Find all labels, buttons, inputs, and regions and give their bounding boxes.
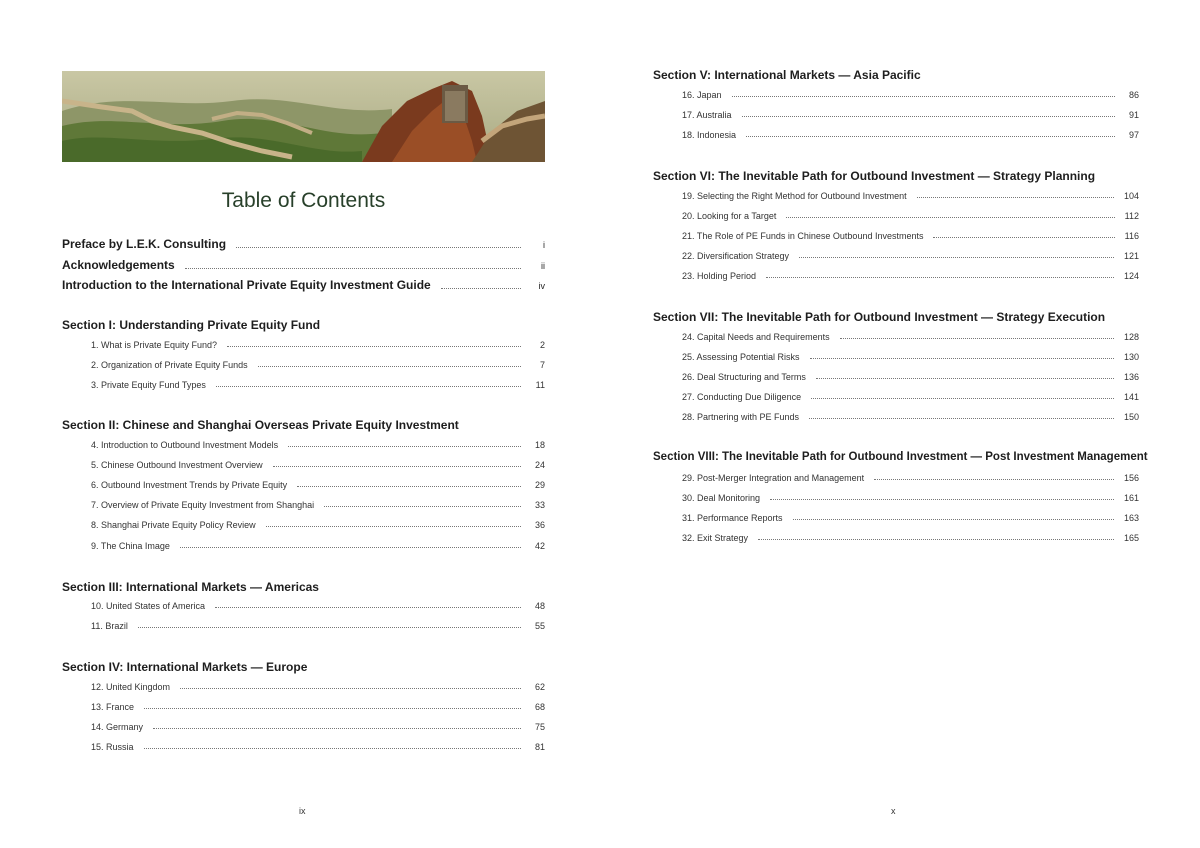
entry-label: 4. Introduction to Outbound Investment Models [91,440,279,450]
dot-leader [770,498,1114,500]
page-number: 128 [1123,332,1139,342]
dot-leader [144,747,521,749]
toc-chapter-entry[interactable] [682,231,1139,241]
dot-leader [216,385,521,387]
entry-label: 28. Partnering with PE Funds [682,412,800,422]
page-number: 18 [534,440,545,450]
toc-chapter-entry[interactable] [91,460,545,470]
toc-chapter-entry[interactable] [91,742,545,752]
page-number: 124 [1123,271,1139,281]
toc-chapter-entry[interactable] [682,513,1139,523]
dot-leader [766,276,1114,278]
dot-leader [185,267,521,269]
dot-leader [266,525,521,527]
toc-chapter-entry[interactable] [91,380,545,390]
entry-label: Preface by L.E.K. Consulting [62,237,227,251]
toc-chapter-entry[interactable] [682,191,1139,201]
section-heading[interactable]: Section I: Understanding Private Equity Fund [62,318,321,332]
page-number: 130 [1123,352,1139,362]
page-number: 163 [1123,513,1139,523]
entry-label: 20. Looking for a Target [682,211,777,221]
entry-label: 22. Diversification Strategy [682,251,790,261]
page-number: 55 [534,621,545,631]
page-number: 2 [539,340,545,350]
toc-chapter-entry[interactable] [91,440,545,450]
toc-chapter-entry[interactable] [91,360,545,370]
page-number: iv [538,281,545,291]
dot-leader [809,417,1114,419]
toc-chapter-entry[interactable] [91,722,545,732]
page-number: 116 [1124,231,1139,241]
dot-leader [215,606,521,608]
section-heading[interactable]: Section VII: The Inevitable Path for Outbound Investment — Strategy Execution [653,310,1106,324]
entry-label: 18. Indonesia [682,130,737,140]
entry-label: 29. Post-Merger Integration and Management [682,473,865,483]
toc-chapter-entry[interactable] [682,130,1139,140]
page-number: 68 [534,702,545,712]
page-number: 91 [1128,110,1139,120]
dot-leader [144,707,521,709]
entry-label: 5. Chinese Outbound Investment Overview [91,460,263,470]
right-page [600,0,1200,848]
toc-chapter-entry[interactable] [91,702,545,712]
dot-leader [236,246,521,248]
toc-chapter-entry[interactable] [682,271,1139,281]
dot-leader [138,626,521,628]
page-number: 112 [1124,211,1139,221]
entry-label: 23. Holding Period [682,271,757,281]
page-number: 81 [534,742,545,752]
page-number: 150 [1123,412,1139,422]
page-number: 48 [534,601,545,611]
page-number: 141 [1123,392,1139,402]
dot-leader [742,115,1115,117]
dot-leader [732,95,1115,97]
toc-chapter-entry[interactable] [682,372,1139,382]
dot-leader [288,445,521,447]
entry-label: 12. United Kingdom [91,682,171,692]
entry-label: Introduction to the International Private Equity Investment Guide [62,278,431,292]
entry-label: 32. Exit Strategy [682,533,749,543]
entry-label: 9. The China Image [91,541,170,551]
dot-leader [933,236,1114,238]
dot-leader [816,377,1114,379]
page-number: 36 [534,520,545,530]
toc-title: Table of Contents [221,189,386,212]
dot-leader [917,196,1114,198]
entry-label: Acknowledgements [62,258,175,272]
entry-label: 30. Deal Monitoring [682,493,761,503]
great-wall-banner-image [62,71,545,162]
page-number: 11 [535,380,545,390]
dot-leader [227,345,521,347]
page-number: 97 [1128,130,1139,140]
entry-label: 19. Selecting the Right Method for Outbound Investment [682,191,907,201]
entry-label: 27. Conducting Due Diligence [682,392,802,402]
dot-leader [324,505,521,507]
dot-leader [840,337,1114,339]
toc-chapter-entry[interactable] [91,621,545,631]
page-folio: x [891,806,896,816]
page-number: 165 [1123,533,1139,543]
toc-entry-acknowledgements[interactable] [62,258,545,272]
page-number: 104 [1123,191,1139,201]
entry-label: 21. The Role of PE Funds in Chinese Outbound Investments [682,231,924,241]
entry-label: 6. Outbound Investment Trends by Private Equity [91,480,288,490]
toc-chapter-entry[interactable] [91,601,545,611]
dot-leader [786,216,1114,218]
page-number: 75 [534,722,545,732]
toc-chapter-entry[interactable] [91,541,545,551]
toc-entry-introduction[interactable] [62,278,545,292]
entry-label: 15. Russia [91,742,134,752]
page-number: 7 [539,360,545,370]
entry-label: 13. France [91,702,135,712]
toc-chapter-entry[interactable] [91,682,545,692]
entry-label: 7. Overview of Private Equity Investment from Shanghai [91,500,315,510]
dot-leader [258,365,521,367]
dot-leader [746,135,1115,137]
entry-label: 17. Australia [682,110,732,120]
page-number: 161 [1123,493,1139,503]
page-number: 62 [534,682,545,692]
page-number: 33 [534,500,545,510]
section-heading[interactable]: Section VI: The Inevitable Path for Outbound Investment — Strategy Planning [653,169,1096,183]
page-number: ii [541,261,545,271]
toc-chapter-entry[interactable] [682,110,1139,120]
toc-entry-preface[interactable] [62,237,545,251]
dot-leader [874,478,1114,480]
dot-leader [180,687,521,689]
dot-leader [793,518,1114,520]
page-number: 42 [534,541,545,551]
section-heading[interactable]: Section IV: International Markets — Europe [62,660,308,674]
toc-chapter-entry[interactable] [682,493,1139,503]
page-number: 24 [534,460,545,470]
toc-chapter-entry[interactable] [682,211,1139,221]
section-heading[interactable]: Section II: Chinese and Shanghai Overseas Private Equity Investment [62,418,459,432]
dot-leader [153,727,521,729]
page-folio: ix [299,806,306,816]
entry-label: 3. Private Equity Fund Types [91,380,206,390]
section-heading[interactable]: Section VIII: The Inevitable Path for Outbound Investment — Post Investment Management [653,451,1148,463]
section-heading[interactable]: Section V: International Markets — Asia Pacific [653,68,921,82]
entry-label: 31. Performance Reports [682,513,783,523]
entry-label: 25. Assessing Potential Risks [682,352,800,362]
page-number: 156 [1123,473,1139,483]
toc-chapter-entry[interactable] [682,332,1139,342]
toc-chapter-entry[interactable] [91,340,545,350]
toc-chapter-entry[interactable] [682,473,1139,483]
toc-chapter-entry[interactable] [682,533,1139,543]
entry-label: 26. Deal Structuring and Terms [682,372,806,382]
page-number: 86 [1128,90,1139,100]
toc-chapter-entry[interactable] [682,412,1139,422]
dot-leader [799,256,1114,258]
toc-chapter-entry[interactable] [91,480,545,490]
dot-leader [810,357,1114,359]
dot-leader [758,538,1114,540]
entry-label: 16. Japan [682,90,722,100]
page-number: 136 [1123,372,1139,382]
dot-leader [273,465,521,467]
dot-leader [180,546,521,548]
toc-chapter-entry[interactable] [682,251,1139,261]
entry-label: 10. United States of America [91,601,206,611]
toc-chapter-entry[interactable] [91,500,545,510]
page-number: 121 [1123,251,1139,261]
entry-label: 24. Capital Needs and Requirements [682,332,830,342]
section-heading[interactable]: Section III: International Markets — Americas [62,580,319,594]
toc-chapter-entry[interactable] [682,352,1139,362]
entry-label: 11. Brazil [91,621,128,631]
dot-leader [811,397,1114,399]
page-number: 29 [534,480,545,490]
dot-leader [441,287,521,289]
toc-chapter-entry[interactable] [682,392,1139,402]
entry-label: 2. Organization of Private Equity Funds [91,360,248,370]
toc-chapter-entry[interactable] [91,520,545,530]
toc-chapter-entry[interactable] [682,90,1139,100]
page-number: i [543,240,545,250]
dot-leader [297,485,521,487]
entry-label: 1. What is Private Equity Fund? [91,340,218,350]
entry-label: 14. Germany [91,722,144,732]
entry-label: 8. Shanghai Private Equity Policy Review [91,520,256,530]
